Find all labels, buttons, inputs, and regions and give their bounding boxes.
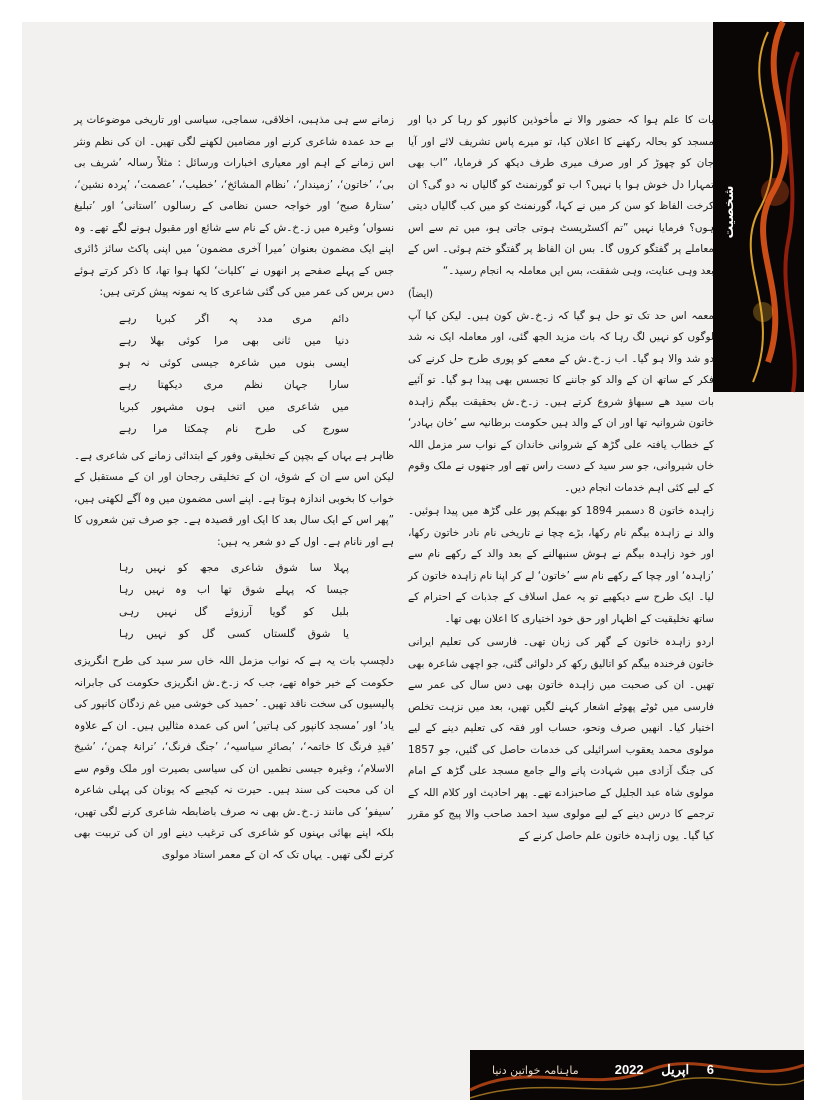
poem-line: جیسا کہ پہلے شوق تھا اب وہ نہیں رہا xyxy=(119,584,349,596)
poem-line: سورج کی طرح نام چمکتا مرا رہے xyxy=(119,422,349,435)
poem-line: سارا جہان نظم مری دیکھتا رہے xyxy=(119,378,349,391)
poem-line: ایسی بنوں میں شاعرہ جیسی کوئی نہ ہو xyxy=(119,356,349,369)
article-paragraph: اردو زاہدہ خاتون کے گھر کی زبان تھی۔ فارسی کی تعلیم ایرانی خاتون فرخندہ بیگم کو اتالیق رکھ کر دلوائی گئی، جو اچھی شاعرہ بھی تھیں۔ ان کی صحبت میں زاہدہ خاتون بھی دس سال کی عمر سے فارسی میں ٹوٹے پھوٹے اشعار کہنے لگیں تھیں، بعد میں نزہت تخلص اختیار کیا۔ انھیں صرف ونحو، حساب اور فقہ کی تعلیم دینے کے لیے مولوی محمد یعقوب اسرائیلی کی خدمات حاصل کی گئیں، جو 1857 کی جنگ آزادی میں شہادت پانے والے جامع مسجد علی گڑھ کے امام مولوی شاہ عبد الجلیل کے صاحبزادے تھے۔ پھر احادیث اور کلام اللہ کے ترجمے کا درس دینے کے لیے مولوی سید احمد صاحب والا پیج کو مقرر کیا گیا۔ یوں زاہدہ خاتون علم حاصل کرنے کے xyxy=(408,636,714,842)
article-paragraph: معمہ اس حد تک تو حل ہو گیا کہ ز۔خ۔ش کون ہیں۔ لیکن کیا آپ لوگوں کو نہیں لگ رہا کہ بات مزید الجھ گئی، اور معاملہ ایک نہ شد دو شد والا ہو گیا۔ اب ز۔خ۔ش کے معمے کو پوری طرح حل کرنے کی فکر کے ساتھ ان کے والد کو جاننے کا تجسس بھی پیدا ہو گیا۔ تو آئیے بات سید ھے سبھاؤ شروع کرتے ہیں۔ ز۔خ۔ش بحقیقت بیگم زاہدہ خاتون شروانیہ تھا اور ان کے والد ہیں حکومت برطانیہ سے ’خان بہادر‘ کے خطاب یافتہ علی گڑھ کے شروانی خاندان کے نواب سر مزمل اللہ خاں شیروانی، جو سر سید کے دست راس تھے اور جنھوں نے ملک وقوم کے لیے کئی اہم خدمات انجام دیں۔ xyxy=(408,309,714,494)
poem-line: پہلا سا شوق شاعری مجھ کو نہیں رہا xyxy=(119,562,349,574)
poem-block xyxy=(74,557,394,645)
poem-line: بلبل کو گویا آرزوئے گل نہیں رہی xyxy=(119,606,349,618)
footer-page-info xyxy=(601,1062,714,1078)
issue-year: 2022 xyxy=(614,1062,644,1077)
section-strip xyxy=(713,22,804,392)
footer-bar xyxy=(470,1050,804,1100)
article-paragraph: زاہدہ خاتون 8 دسمبر 1894 کو بھیکم پور علی گڑھ میں پیدا ہوئیں۔ والد نے زاہدہ بیگم نام رکھا، بڑے چچا نے تاریخی نام نادر خاتون رکھا، اور خود زاہدہ بیگم نے ہوش سنبھالنے کے بعد والد کے رکھے نام سے ’زاہدہ‘ اور چچا کے رکھے نام سے ’خاتون‘ لے کر اپنا نام زاہدہ خاتون کر لیا۔ ایک طرح سے دیکھیے تو یہ عمل اسلاف کے جذبات کے احترام کے ساتھ تخلیقیت کے اظہار اور حق خود اختیاری کا اعلان بھی تھا۔ xyxy=(408,505,714,625)
citation: (ایضاً) xyxy=(408,289,434,300)
magazine-name: ماہنامہ خواتین دنیا xyxy=(492,1064,579,1077)
issue-month: اپریل xyxy=(661,1062,690,1077)
article-paragraph: ظاہر ہے یہاں کے بچپن کے تخلیقی وفور کے ابتدائی زمانے کی شاعری ہے۔ لیکن اس سے ان کے شوق، ان کے تخلیقی رجحان اور ان کے مستقبل کے خواب کا بخوبی اندازہ ہوتا ہے۔ اپنے اسی مضمون میں وہ آگے لکھتی ہیں، ”پھر اس کے ایک سال بعد کا ایک اور قصیدہ ہے۔ جو صرف تین شعروں کا ہے اور نانام ہے۔ اول کے دو شعر یہ ہیں: xyxy=(74,449,394,548)
article-paragraph: بات کا علم ہوا کہ حضور والا نے مأخوذین کانپور کو رہا کر دیا اور مسجد کو بحالہ رکھنے کا اعلان کیا، تو میرے پاس تشریف لائے اور آیا جان کو چھوڑ کر اور صرف میری طرف دیکھ کر فرمایا، ”اب بھی تمہارا دل خوش ہوا یا نہیں؟ اب تو گورنمنٹ کو گالیاں نہ دو گی؟ ان کرخت الفاظ کو سن کر میں نے کہا، گورنمنٹ کو میں کب گالیاں دیتی ہوں؟ فرمایا نہیں ”تم آکسٹریسٹ ہوتی جاتی ہو، میں تم سے اس معاملے پر گفتگو کروں گا۔ بس ان الفاظ پر گفتگو ختم ہوئی۔ اس کے بعد وہی عنایت، وہی شفقت، بس ایں معاملہ بہ انجام رسید۔“ xyxy=(408,114,714,277)
poem-block xyxy=(74,308,394,440)
poem-line: میں شاعری میں اتنی ہوں مشہور کبریا xyxy=(119,400,349,413)
right-column xyxy=(408,110,714,849)
svg-text:شخصیت: شخصیت xyxy=(721,185,736,239)
poem-line: دنیا میں ثانی بھی مرا کوئی بھلا رہے xyxy=(119,334,349,347)
article-paragraph: دلچسپ بات یہ ہے کہ نواب مزمل اللہ خاں سر سید کی طرح انگریزی حکومت کے خیر خواہ تھے، جب کہ ز۔خ۔ش انگریزی حکومت کی جابرانہ پالیسیوں کی سخت ناقد تھیں۔ ’حمید کی خوشی میں غم زدگان کانپور کی یاد‘ اور ’مسجد کانپور کی ہاتیں‘ اس کی عمدہ مثالیں ہیں۔ ان کے علاوہ ’قیدِ فرنگ کا خاتمہ‘، ’بصائرِ سیاسیہ‘، ’جنگ فرنگ‘، ’ترانۂ چمن‘، ’شیخ الاسلام‘، وغیرہ جیسی نظمیں ان کی سیاسی بصیرت اور ملک وقوم سے ان کی محبت کی سند ہیں۔ حیرت نہ کیجیے کہ یونان کی پہلی شاعرہ ’سیفو‘ کی مانند ز۔خ۔ش بھی نہ صرف باضابطہ شاعری کرنے لگی تھیں، بلکہ اپنے بھائی بہنوں کو شاعری کی ترغیب دینے اور ان کی تربیت بھی کرنے لگی تھیں۔ یہاں تک کہ ان کے معمر استاد مولوی xyxy=(74,655,394,861)
poem-line: یا شوق گلستاں کسی گل کو نہیں رہا xyxy=(119,628,349,640)
left-column xyxy=(74,110,394,868)
section-title xyxy=(723,142,743,282)
poem-line: دائم مری مدد پہ اگر کبریا رہے xyxy=(119,312,349,325)
article-paragraph: زمانے سے ہی مذہبی، اخلاقی، سماجی، سیاسی اور تاریخی موضوعات پر بے حد عمدہ شاعری کرنے اور مضامین لکھنے لگی تھیں۔ ان کی نظم ونثر اس زمانے کے اہم اور معیاری اخبارات ورسائل : مثلاً رسالہ ’شریف بی بی‘، ’خاتون‘، ’زمیندار‘، ’نظام المشائخ‘، ’خطیب‘، ’عصمت‘، ’پردہ نشین‘، ’ستارۂ صبح‘ اور خواجہ حسن نظامی کے رسالوں ’استانی‘ اور ’تبلیغ نسواں‘ وغیرہ میں ز۔خ۔ش کے نام سے شائع اور مقبول ہونے لگے تھے۔ وہ اپنے ایک مضمون بعنوان ’میرا آخری مضمون‘ میں اپنی پاکٹ سائز ڈائری جس کے پہلے صفحے پر انھوں نے ’کلیات‘ لکھا ہوا تھا، کا ذکر کرتے ہوئے دس برس کی عمر میں کی گئی شاعری کا یہ نمونہ پیش کرتی ہیں: xyxy=(74,114,394,298)
page-number: 6 xyxy=(706,1062,714,1077)
